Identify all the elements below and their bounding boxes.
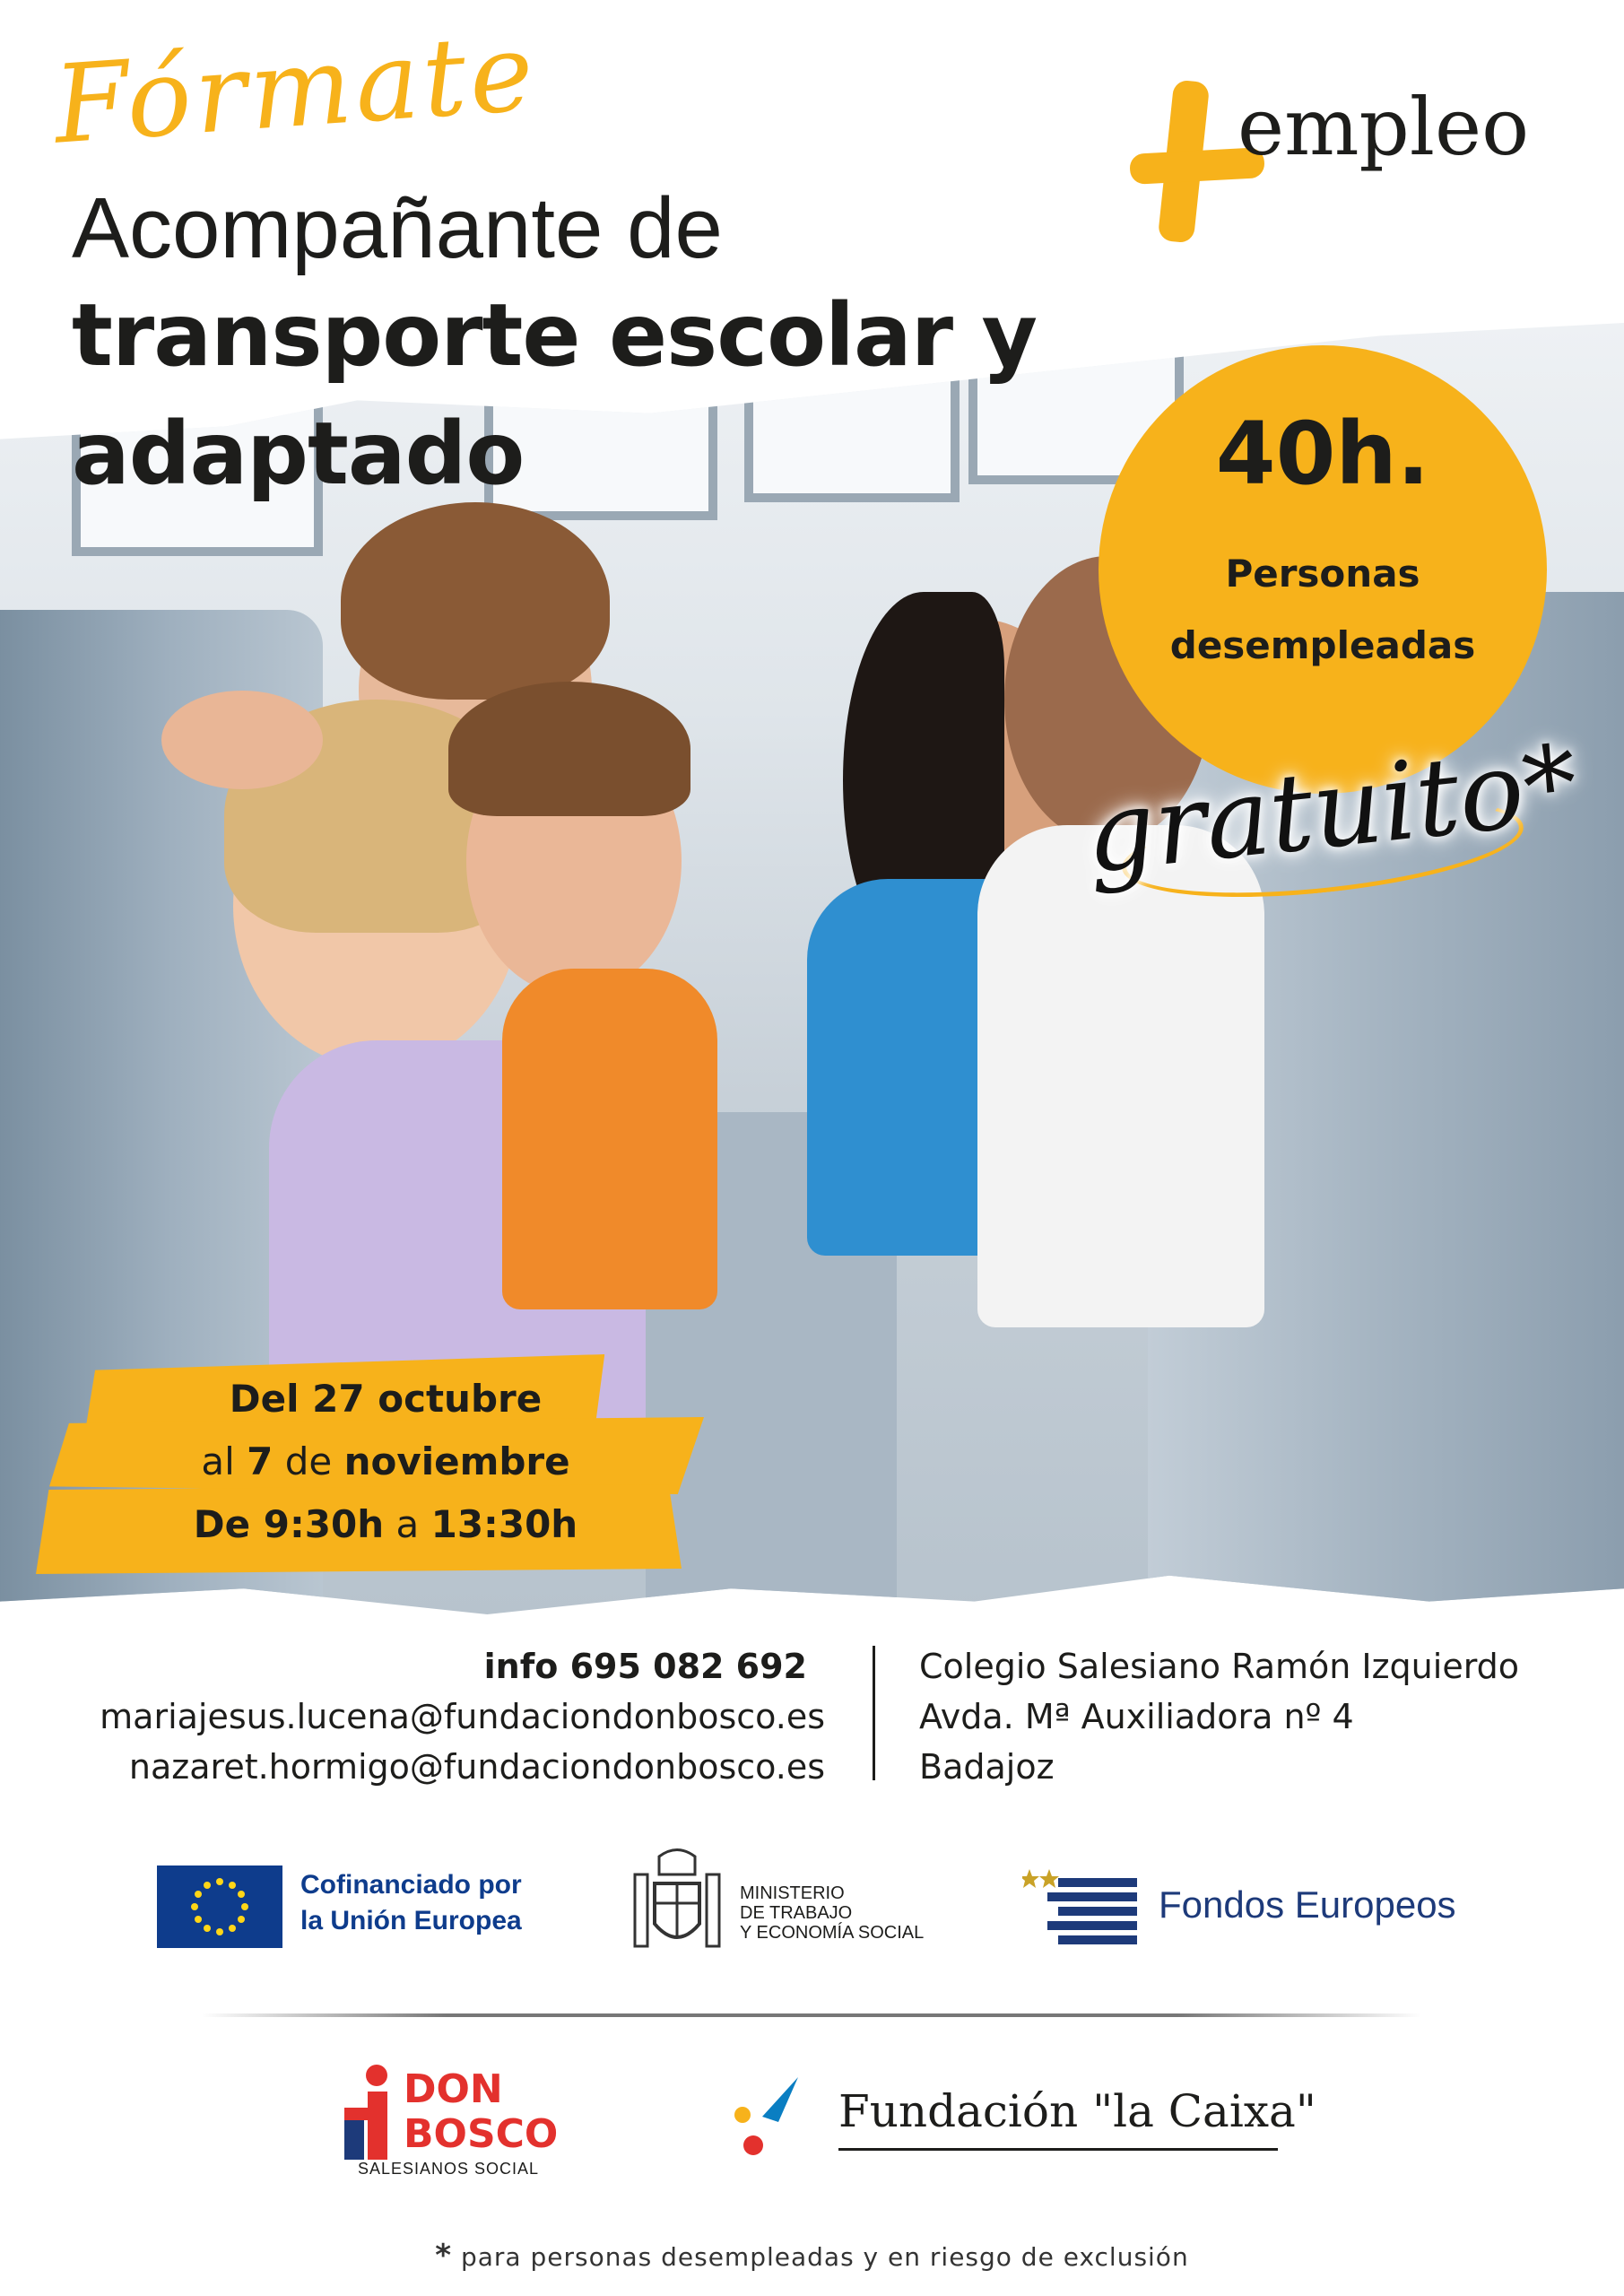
contact-phone[interactable]: info 695 082 692 [483,1647,807,1686]
time-range: De 9:30h a 13:30h [193,1502,578,1546]
fondos-europeos-icon [1022,1866,1139,1951]
contact-info [54,1641,825,1792]
contact-email-1[interactable]: mariajesus.lucena@fundaciondonbosco.es [100,1697,825,1736]
eu-cofinanced-label: Cofinanciado por la Unión Europea [300,1870,522,1935]
eu-flag-icon [157,1866,282,1948]
course-dates [152,1368,619,1556]
don-bosco-wordmark-1: DON [404,2066,503,2112]
contact-divider [873,1646,875,1780]
target-audience [1099,538,1547,682]
ministry-label: MINISTERIO DE TRABAJO Y ECONOMÍA SOCIAL [740,1883,925,1943]
section-divider [202,2013,1421,2017]
venue-address: Avda. Mª Auxiliadora nº 4 [919,1697,1354,1736]
audience-line-1: Personas [1225,552,1420,596]
spain-coat-of-arms-icon [628,1848,726,1960]
course-title-line-1: Acompañante de [72,180,723,276]
course-title-line-3: adaptado [72,404,525,504]
don-bosco-wordmark-2: BOSCO [404,2111,559,2157]
footnote-text: para personas desempleadas y en riesgo de exclusión [460,2242,1189,2272]
la-caixa-underline [838,2148,1278,2151]
footnote [0,2238,1624,2274]
date-end: al 7 de noviembre [201,1439,570,1483]
asterisk: * [435,2238,453,2274]
audience-line-2: desempleadas [1169,623,1476,667]
venue-city: Badajoz [919,1747,1055,1787]
salesianos-social-label: SALESIANOS SOCIAL [357,2160,540,2178]
date-start: Del 27 octubre [229,1377,543,1421]
formate-script-title: Fórmate [49,10,542,169]
free-label: gratuito* [1080,722,1584,898]
venue-name: Colegio Salesiano Ramón Izquierdo [919,1647,1520,1686]
venue-info [919,1641,1601,1792]
contact-email-2[interactable]: nazaret.hormigo@fundaciondonbosco.es [128,1747,825,1787]
la-caixa-star-icon [726,2072,807,2161]
fondos-europeos-label: Fondos Europeos [1159,1883,1456,1926]
course-hours: 40h. [1215,404,1430,504]
empleo-wordmark: empleo [1238,81,1530,173]
course-title-line-2: transporte escolar y [72,285,1038,386]
mas-empleo-logo [1121,72,1569,251]
la-caixa-wordmark: Fundación "la Caixa" [838,2085,1316,2137]
